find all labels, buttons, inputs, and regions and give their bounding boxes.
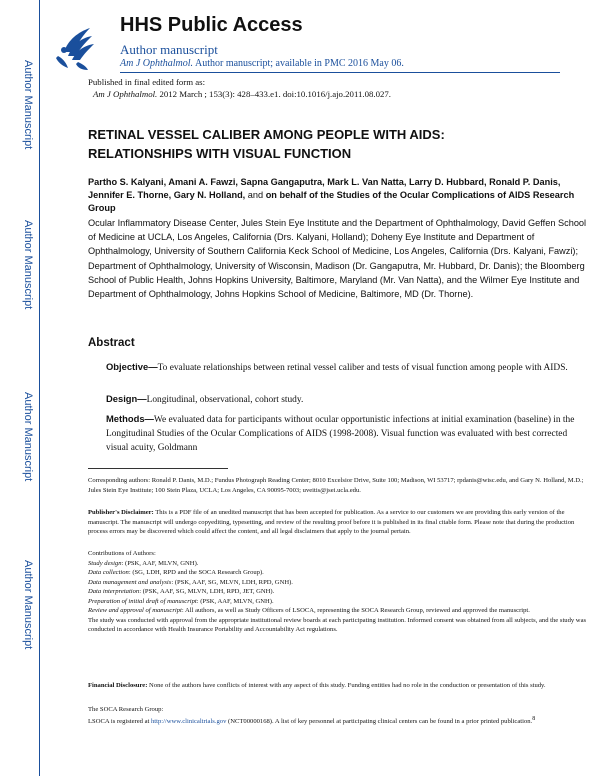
disclaimer-label: Publisher's Disclaimer:	[88, 509, 154, 516]
contribution-text: : (SG, LDH, RPD and the SOCA Research Group).	[128, 569, 264, 576]
financial-label: Financial Disclosure:	[88, 682, 148, 689]
header-divider	[120, 72, 560, 73]
author-list	[88, 176, 598, 215]
citation-line	[88, 88, 588, 100]
approval-text: The study was conducted with approval from the appropriate institutional review boards at each participating institution. Informed consent was obtained from all subjects, and the study was conducted in accordance with Health Insurance Portability and Accountability Act regulations.	[88, 616, 587, 633]
contribution-text: : (PSK, AAF, SG, MLVN, LDH, RPD, JET, GNH).	[139, 588, 275, 595]
contributions-heading: Contributions of Authors:	[88, 550, 156, 557]
article-title-line: RETINAL VESSEL CALIBER AMONG PEOPLE WITH AIDS:	[88, 127, 445, 142]
contribution-item	[88, 578, 588, 588]
reference-superscript[interactable]: 8	[532, 715, 536, 722]
contribution-label: Preparation of initial draft of manuscript	[88, 597, 197, 605]
contribution-item	[88, 587, 588, 597]
methods-label: Methods—	[106, 413, 154, 424]
footnote-financial	[88, 681, 588, 691]
availability-journal: Am J Ophthalmol.	[120, 58, 194, 69]
footnote-group	[88, 705, 588, 726]
abstract-objective	[106, 360, 586, 375]
citation-text: 2012 March ; 153(3): 428–433.e1. doi:10.1016/j.ajo.2011.08.027.	[157, 89, 392, 99]
lsoca-line	[88, 715, 588, 727]
contribution-text: : (PSK, AAF, SG, MLVN, LDH, RPD, GNH).	[171, 578, 293, 586]
availability-line	[120, 58, 404, 69]
lsoca-pre: LSOCA is registered at	[88, 717, 151, 725]
design-label: Design—	[106, 393, 147, 404]
hhs-eagle-logo-icon	[44, 12, 108, 76]
contribution-item	[88, 606, 588, 616]
disclaimer-text: This is a PDF file of an unedited manuscript that has been accepted for publication. As a service to our customers we are providing this early version of the manuscript. The manuscript will undergo copyediting, typesetting, and review of the resulting proof before it is published in its final citable form. Please note that during the production process errors may be discovered which could affect the content, and all legal disclaimers that apply to the journal pertain.	[88, 509, 575, 535]
page-title: HHS Public Access	[120, 14, 303, 36]
footnote-divider	[88, 468, 228, 469]
abstract-methods	[106, 412, 586, 455]
availability-text: Author manuscript; available in PMC 2016 May 06.	[193, 58, 404, 69]
sidebar-label: Author Manuscript	[22, 560, 34, 650]
clinicaltrials-link[interactable]: http://www.clinicaltrials.gov	[151, 717, 227, 725]
published-line: Published in final edited form as:	[88, 77, 206, 87]
author-names: Partho S. Kalyani, Amani A. Fawzi, Sapna Gangaputra, Mark L. Van Natta, Larry D. Hubbard, Ronald P. Danis, Jennifer E. Thorne, Gary N. Holland,	[88, 177, 561, 200]
sidebar	[0, 0, 36, 776]
contribution-label: Data interpretation	[88, 588, 140, 595]
citation-journal: Am J Ophthalmol.	[93, 89, 158, 99]
objective-label: Objective—	[106, 361, 158, 372]
footnote-contributions	[88, 549, 588, 635]
contribution-label: Data collection	[88, 569, 129, 576]
contribution-label: Study design	[88, 559, 122, 567]
header-subtitle: Author manuscript	[120, 42, 218, 57]
sidebar-divider	[39, 0, 40, 776]
design-text: Longitudinal, observational, cohort study.	[146, 395, 304, 405]
abstract-heading: Abstract	[88, 337, 135, 349]
footnote-disclaimer	[88, 508, 588, 537]
author-group: on behalf of the Studies of the Ocular Complications of AIDS Research Group	[88, 190, 575, 213]
contribution-label: Data management and analysis	[88, 578, 172, 586]
affiliation: Ocular Inflammatory Disease Center, Jules Stein Eye Institute and the Department of Ophthalmology, David Geffen School of Medicine at UCLA, Los Angeles, California (Drs. Kalyani, Holland); Doheny Eye Institute and Department of Ophthalmology, University of Southern California Keck School of Medicine, Los Angeles, California (Drs. Kalyani, Fawzi); Department of Ophthalmology, University of Wisconsin, Madison (Dr. Gangaputra, Mr. Hubbard, Dr. Danis); the Bloomberg School of Public Health, Johns Hopkins University, Baltimore, Maryland (Mr. Van Natta), and the Wilmer Eye Institute and Department of Ophthalmology, Johns Hopkins School of Medicine, Baltimore, MD (Dr. Thorne).	[88, 218, 587, 300]
sidebar-label: Author Manuscript	[22, 220, 34, 310]
objective-text: To evaluate relationships between retinal vessel caliber and tests of visual function among people with AIDS.	[157, 363, 568, 373]
contribution-text: : (PSK, AAF, MLVN, GNH).	[196, 597, 274, 605]
lsoca-post: (NCT00000168). A list of key personnel at participating clinical centers can be found in a prior printed publication.	[226, 717, 533, 725]
contribution-item	[88, 597, 588, 607]
contribution-label: Review and approval of manuscript	[88, 607, 182, 614]
contribution-item	[88, 568, 588, 578]
article-title	[88, 125, 588, 163]
sidebar-label: Author Manuscript	[22, 60, 34, 150]
abstract-design	[106, 392, 586, 407]
sidebar-label: Author Manuscript	[22, 392, 34, 482]
author-and: and	[245, 190, 266, 200]
contribution-text: : All authors, as well as Study Officers of LSOCA, representing the SOCA Research Group, reviewed and approved the manuscript.	[181, 607, 530, 614]
contribution-item	[88, 559, 588, 569]
publication-info	[88, 76, 588, 100]
article-title-line: RELATIONSHIPS WITH VISUAL FUNCTION	[88, 146, 352, 161]
contribution-text: : (PSK, AAF, MLVN, GNH).	[121, 559, 199, 567]
footnote-corresponding: Corresponding authors: Ronald P. Danis, M.D.; Fundus Photograph Reading Center; 8010 Excelsior Drive, Suite 100; Madison, WI 53717; rpdanis@wisc.edu, and Gary N. Holland, M.D.; Jules Stein Eye Institute; 100 Stein Plaza, UCLA; Los Angeles, CA 90095-7003; uveitis@jsei.ucla.edu.	[88, 477, 584, 494]
methods-text: We evaluated data for participants without ocular opportunistic infections at initial examination (baseline) in the Longitudinal Studies of the Ocular Complications of AIDS (1998-2008). Visual function was evaluated with best corrected visual acuity, Goldmann	[106, 415, 575, 453]
financial-text: None of the authors have conflicts of interest with any aspect of this study. Funding entities had no role in the conduction or presentation of this study.	[147, 682, 546, 689]
group-line: The SOCA Research Group:	[88, 706, 164, 713]
